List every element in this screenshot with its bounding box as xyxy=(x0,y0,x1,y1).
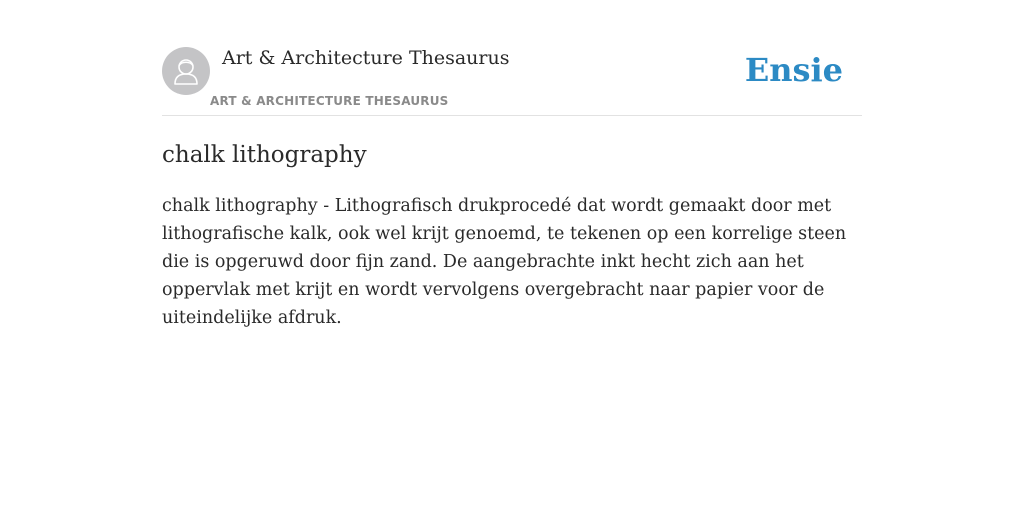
author-name[interactable]: Art & Architecture Thesaurus xyxy=(222,47,510,69)
user-icon xyxy=(162,47,210,95)
entry-title: chalk lithography xyxy=(162,142,367,168)
entry-header xyxy=(162,46,862,116)
author-avatar[interactable] xyxy=(162,47,210,95)
brand-logo[interactable]: Ensie xyxy=(744,51,843,89)
source-label[interactable]: ART & ARCHITECTURE THESAURUS xyxy=(210,94,449,108)
entry-definition: chalk lithography - Lithografisch drukprocedé dat wordt gemaakt door met lithografische kalk, ook wel krijt genoemd, te tekenen op een korrelige steen die is opgeruwd door fijn zand. De aangebrachte inkt hecht zich aan het oppervlak met krijt en wordt vervolgens overgebracht naar papier voor de uiteindelijke afdruk. xyxy=(162,196,847,328)
